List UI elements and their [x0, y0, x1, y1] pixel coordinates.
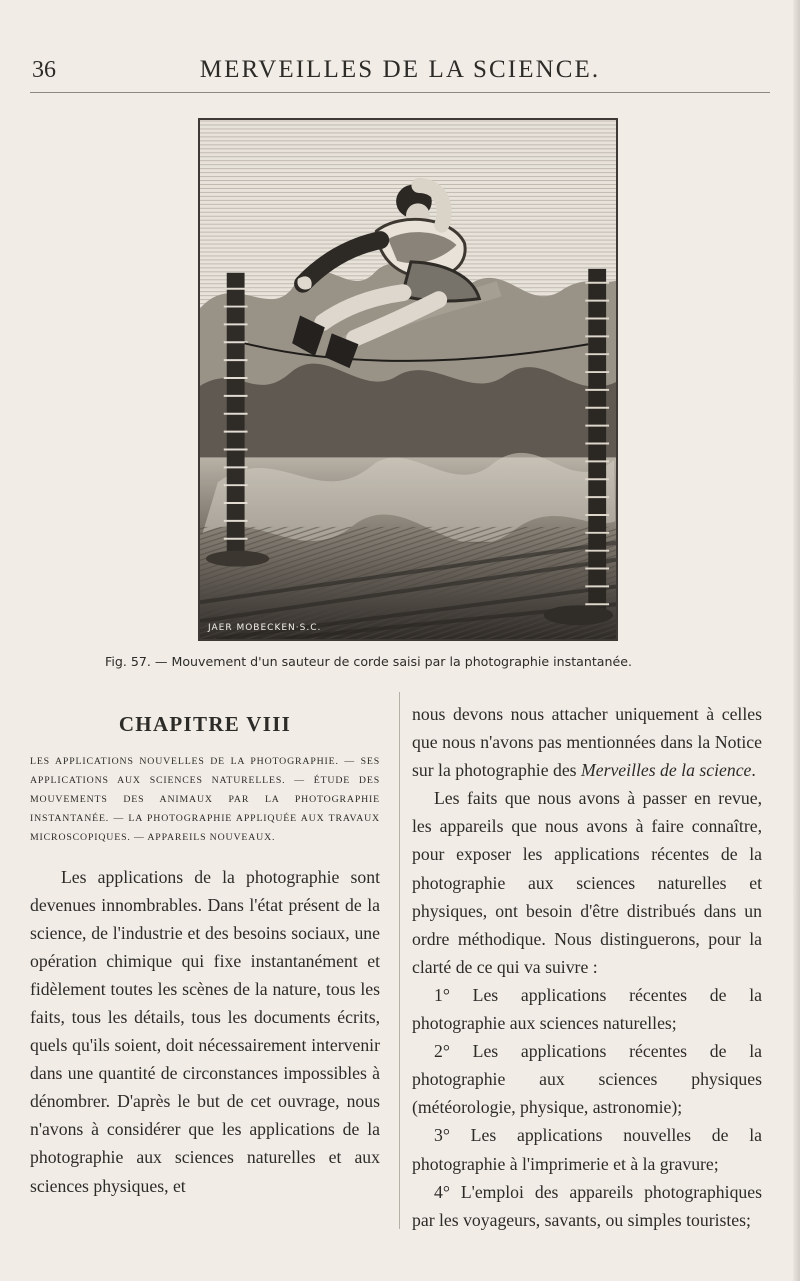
page-number: 36: [32, 57, 56, 83]
right-post-base: [544, 605, 613, 625]
rope-jumper-engraving: [200, 120, 616, 639]
paragraph-notice: [412, 700, 762, 784]
column-divider: [399, 692, 400, 1229]
figure-caption: Fig. 57. — Mouvement d'un sauteur de corde saisi par la photographie instantanée.: [105, 654, 632, 669]
application-list-item-3: 3° Les applications nouvelles de la photographie à l'imprimerie et à la gravure;: [412, 1125, 762, 1174]
application-list-item-4: 4° L'emploi des appareils photographiques par les voyageurs, savants, ou simples touristes;: [412, 1181, 762, 1230]
merveilles-title-reference: Merveilles de la science: [580, 760, 752, 781]
paragraph-notice-suffix: .: [751, 760, 756, 781]
page-header: [30, 56, 770, 94]
right-text-column: [412, 700, 762, 1234]
application-list-item-1: 1° Les applications récentes de la photographie aux sciences naturelles;: [412, 984, 762, 1034]
running-title: MERVEILLES DE LA SCIENCE.: [199, 56, 601, 83]
engraving-rope-jumper: [198, 118, 618, 641]
left-post-base: [206, 551, 269, 567]
left-text-column: [30, 700, 380, 1200]
paragraph-method: Les faits que nous avons à passer en revue, les appareils que nous avons à faire connaître, pour exposer les applications récentes de la photographie aux sciences naturelles et physiques, ont besoin d'être distribués dans un ordre méthodique. Nous distinguerons, pour la clarté de ce qui va suivre :: [412, 788, 762, 977]
chapter-title: CHAPITRE VIII: [118, 712, 292, 736]
chapter-summary: LES APPLICATIONS NOUVELLES DE LA PHOTOGRAPHIE. — SES APPLICATIONS AUX SCIENCES NATURELLES. — ÉTUDE DES MOUVEMENTS DES ANIMAUX PAR LA PHOTOGRAPHIE INSTANTANÉE. — LA PHOTOGRAPHIE APPLIQUÉE AUX TRAVAUX MICROSCOPIQUES. — APPAREILS NOUVEAUX.: [30, 756, 380, 843]
application-list-item-2: 2° Les applications récentes de la photographie aux sciences physiques (météorologie, physique, astronomie);: [412, 1041, 762, 1118]
intro-paragraph: Les applications de la photographie sont devenues innombrables. Dans l'état présent de la science, de l'industrie et des besoins sociaux, une opération chimique qui fixe instantanément et fidèlement toutes les scènes de la nature, tous les faits, tous les détails, tous les documents écrits, quels qu'ils soient, doit nécessairement intervenir dans une quantité de circonstances impossibles à dénombrer. D'après le but de cet ouvrage, nous n'avons à considérer que les applications de la photographie aux sciences naturelles et aux sciences physiques, et: [30, 866, 380, 1196]
paragraph-notice-prefix: nous devons nous attacher uniquement à celles que nous n'avons pas mentionnées dans la Notice sur la photographie des: [412, 704, 762, 781]
scan-edge-shadow: [793, 0, 800, 1281]
header-rule: [30, 92, 770, 93]
engraver-signature: JAER MOBECKEN·S.C.: [208, 623, 322, 633]
